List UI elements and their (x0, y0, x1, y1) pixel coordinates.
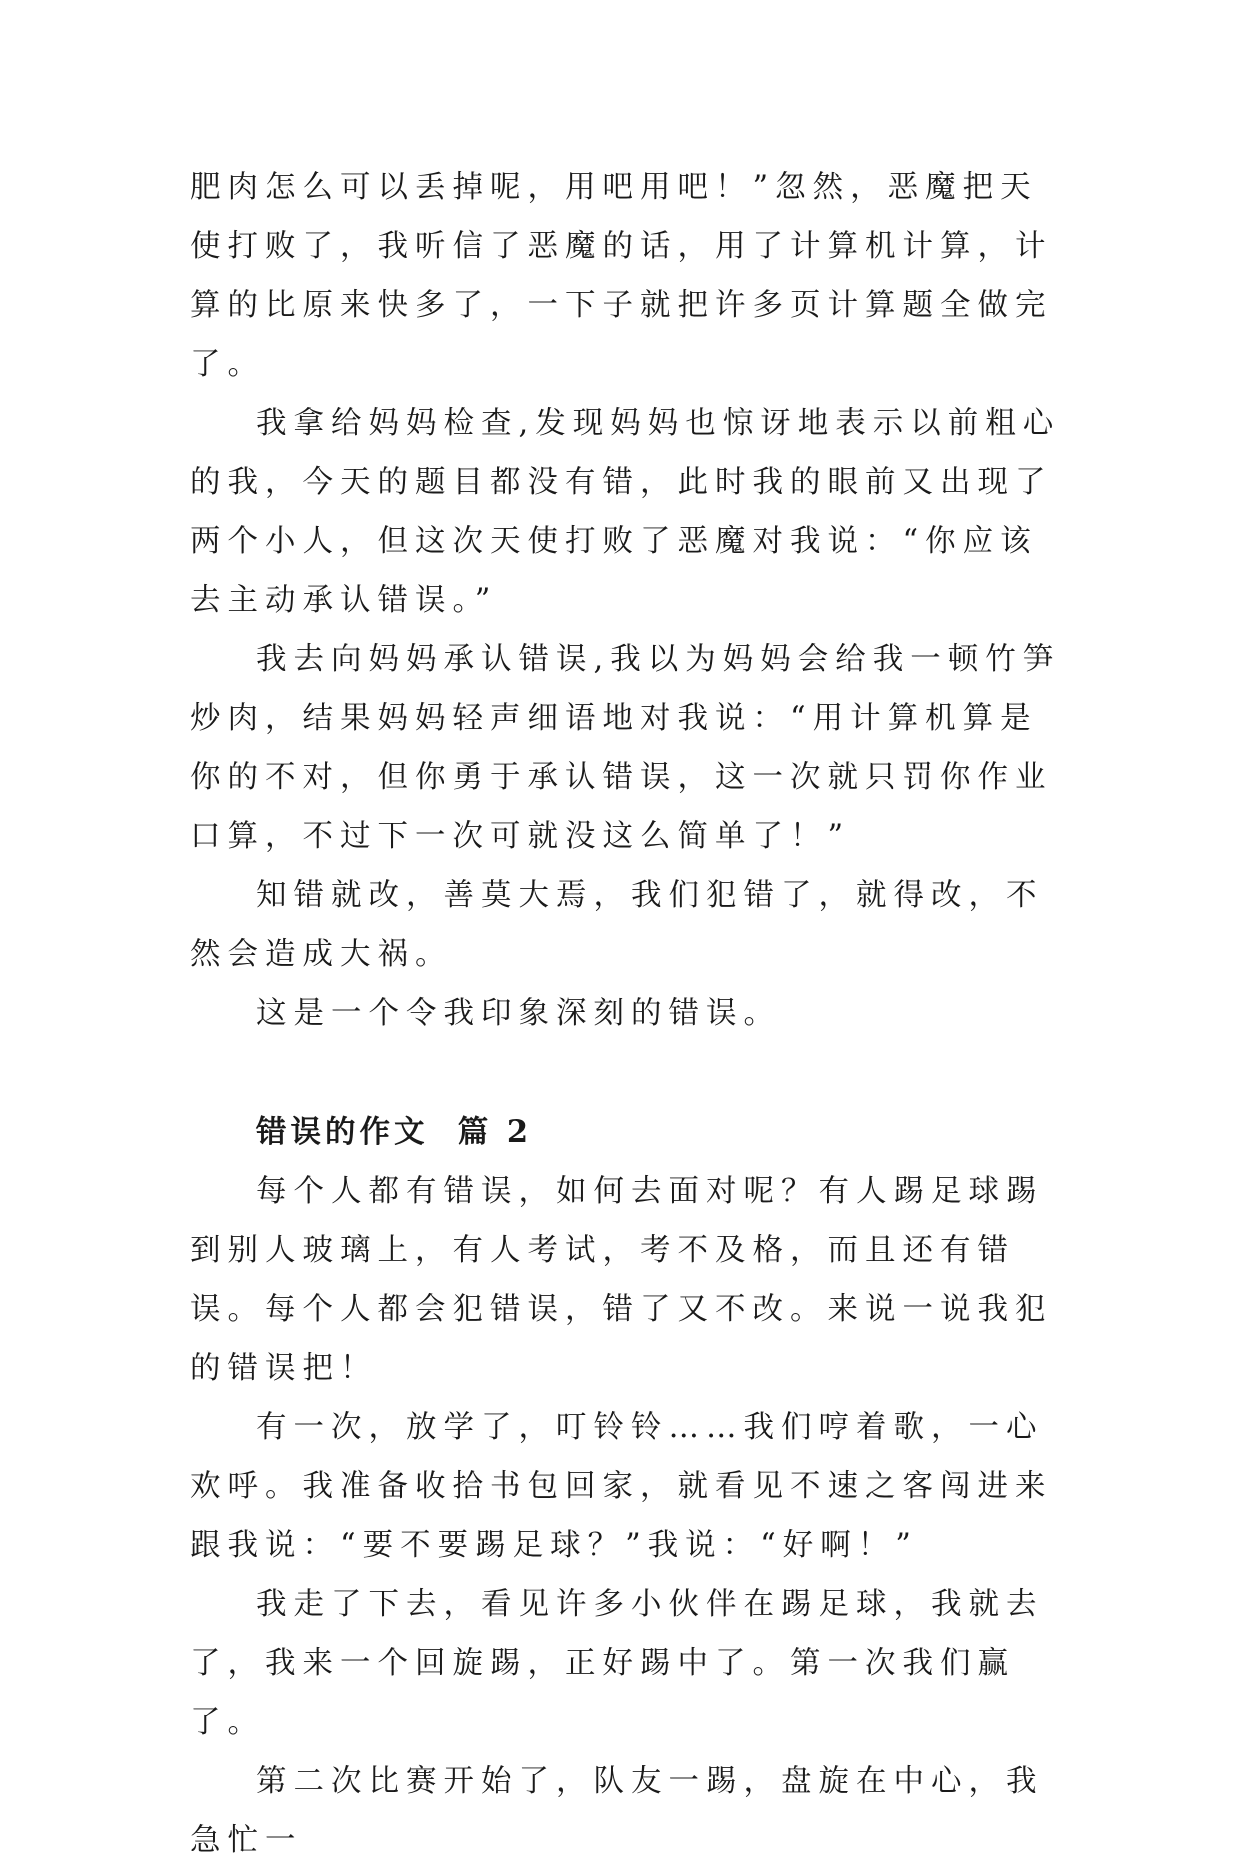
document-body (190, 158, 1070, 1870)
paragraph: 我走了下去，看见许多小伙伴在踢足球，我就去了，我来一个回旋踢，正好踢中了。第一次我们赢了。 (190, 1587, 1044, 1740)
paragraph: 第二次比赛开始了，队友一踢，盘旋在中心，我急忙一 (190, 1764, 1044, 1858)
paragraph: 我拿给妈妈检查,发现妈妈也惊讶地表示以前粗心的我，今天的题目都没有错，此时我的眼前又出现了两个小人，但这次天使打败了恶魔对我说：“你应该去主动承认错误。” (190, 406, 1061, 618)
section-title: 错误的作文 篇 2 (256, 1114, 533, 1150)
paragraph: 每个人都有错误，如何去面对呢？有人踢足球踢到别人玻璃上，有人考试，考不及格，而且还有错误。每个人都会犯错误，错了又不改。来说一说我犯的错误把！ (190, 1174, 1053, 1386)
paragraph: 知错就改，善莫大焉，我们犯错了，就得改，不然会造成大祸。 (190, 878, 1044, 972)
paragraph: 这是一个令我印象深刻的错误。 (256, 996, 781, 1031)
paragraph: 有一次，放学了，叮铃铃……我们哼着歌，一心欢呼。我准备收拾书包回家，就看见不速之客闯进来跟我说：“要不要踢足球？”我说：“好啊！” (190, 1410, 1053, 1563)
paragraph: 我去向妈妈承认错误,我以为妈妈会给我一顿竹笋炒肉，结果妈妈轻声细语地对我说：“用计算机算是你的不对，但你勇于承认错误，这一次就只罚你作业口算，不过下一次可就没这么简单了！” (190, 642, 1061, 854)
paragraph-continued: 肥肉怎么可以丢掉呢，用吧用吧！”忽然，恶魔把天使打败了，我听信了恶魔的话，用了计算机计算，计算的比原来快多了，一下子就把许多页计算题全做完了。 (190, 170, 1053, 382)
